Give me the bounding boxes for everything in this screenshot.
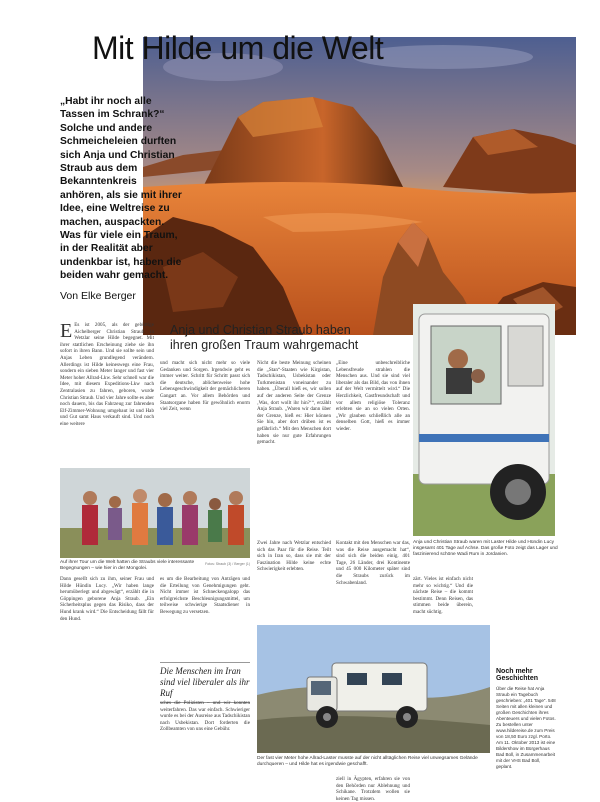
column-3c-text: ziell in Ägypten, erfahren sie von den Behörden nur Ablehnung und Schikane. Trotzdem wollen sie keinen Tag missen.: [336, 776, 410, 802]
info-box-text: Über die Reise hat Anja Straub ein Tagebuch geschrieben: „401 Tage“. 548 Seiten mit allen kleinen und großen Geschichten ihres Abenteuers und vielen Fotos. Zu bestellen unter www.hildereise.de zum Preis von 18,50 Euro zzgl. Porto. Am 11. Oktober 2013 ist eine Bildershow im Bürgerhaus Bad Boll, in Zusammenarbeit mit der VHS Bad Boll, geplant.: [496, 686, 556, 769]
text-column-2b: [160, 576, 250, 656]
truck-photo-image: [413, 304, 555, 536]
column-2b-text: es um die Bearbeitung von Anträgen und die Erteilung von Genehmigungen geht. Nicht immer ist Schneckengalopp das erfolgreichste Beschleunigungsmittel, um teilweise schwierige Staatsdiener in Bewegung zu versetzen.: [160, 576, 250, 615]
column-5b-text: zärt. Vieles ist einfach nicht mehr so wichtig.“ Und die nächste Reise – die kommt bestimmt. Denn Reisen, das stimmen beide überein, macht süchtig.: [413, 576, 473, 615]
text-column-1: [60, 322, 154, 460]
column-1b-text: Dann geselIt sich zu ihm, seiner Frau und Hilde Hündin Lucy. „Wir haben lange herumüberlegt und abgewägt“, erzählt die in Göppingen geborene Anja Straub. „Ein Sicherheitsplus gegen das Risiko, dass der Hund krank wird.“ Die Entscheidung fällt für den Hund.: [60, 576, 154, 622]
column-2-text: und macht sich nicht mehr so viele Gedanken und Sorgen. Irgendwie geht es immer weiter. Schritt für Schritt passt sich die deutsche, ablichenweise hohe Lebensgeschwindigkeit der gemächlicheren Gangart an. Vor allem Behörden und Staatsorgane haben für gewöhnlich enorm viel Zeit, wenn: [160, 360, 250, 413]
drop-cap: E: [60, 320, 73, 342]
info-box: [496, 668, 558, 796]
text-column-3c: [336, 776, 410, 802]
column-4b-text: Kontakt mit den Menschen war das, was die Reise ausgemacht hat“, sind sich die beiden einig. 401 Tage, 26 Länder, drei Kontinente und 45 000 Kilometer später sind die Straubs zurück im Schwabenland.: [336, 540, 410, 586]
text-column-3b: [257, 540, 331, 630]
article-subheadline: Anja und Christian Straub haben ihren großen Traum wahrgemacht: [170, 323, 359, 352]
camper-photo: [257, 625, 490, 753]
article-headline: Mit Hilde um die Welt: [92, 30, 384, 66]
desert-photo: [143, 37, 576, 335]
column-3-text: Nicht die beste Meinung scheinen die „Stan“-Staaten wie Kirgistan, Tadschikistan, Usbekistan oder Turkmenistan voneinander zu haben. „Überall hieß es, wir sollen auf der anderen Seite der Grenze ‚Was, dort wollt ihr hin?‘“, erzählt Anja Straub. „Waren wir dann über der Grenze, hieß es: Hier können Sie hin, aber dort drüben ist es gefährlich.“ Mit den Menschen dort haben sie nur gute Erfahrungen gemacht.: [257, 360, 331, 446]
truck-photo: [413, 304, 555, 536]
text-column-4b: [336, 540, 410, 630]
info-box-title: Noch mehr Geschichten: [496, 668, 539, 682]
camper-photo-image: [257, 625, 490, 753]
column-3b-text: Zwei Jahre nach Wetzlar entschied sich das Paar für die Reise. Teilt sich in Iran so, dass sie mit der Faszination Hilde keine echte Schwierigkeit erlebten.: [257, 540, 331, 573]
text-column-3: [257, 360, 331, 535]
desert-photo-image: [143, 37, 576, 335]
family-photo-caption: Auf ihrer Tour um die Welt hatten die Straubs viele interessante Begegnungen – wie hier in der Mongolei.: [60, 560, 195, 571]
column-1-text: Es ist 2005, als der gebürtige Aichelberger Christian Straub in Wetzlar seine Hilde begegnet. Mit ihrer stattlichen Erscheinung ziehe sie ihn sofort in ihren Bann. Und sie sollte sein und Anjas Leben grundlegend verändern. Allerdings ist Hilde keineswegs eine Frau, sondern ein sieben Meter langer und fast vier Meter hoher Allrad-Lkw. Sehr schnell war die Idee, mit diesem Expeditions-Lkw nach Zentralasien zu fahren, geboren, wurde Christian Straub. Und vier Jahre sollte es aber noch dauern, bis das Fahrzeug zur fahrenden Elf-Zimmer-Wohnung umgebaut ist und Hab und Gut samt Haus verkauft sind. Und noch eine weitere: [60, 322, 154, 427]
column-2c-text: sches die Polizisten – und wir konnten weiterfahren. Das war einfach. Schwieriger wurde es bei der Ausreise aus Tadschikistan nach Usbekistan. Dort forderten die Zollbeamten von uns eine Gebühr.: [160, 700, 250, 733]
family-photo: [60, 468, 250, 558]
family-photo-image: [60, 468, 250, 558]
camper-photo-caption: Der fast vier Meter hohe Allrad-Laster musste auf der nicht alltäglichen Reise viel unwegsames Gelände durchqueren – und Hilde hat es irgendwie geschafft.: [257, 756, 478, 767]
column-4-text: „Eine unbeschreibliche Lebensfreude strahlen die Menschen aus. Und sie sind viel liberaler als das Bild, das von ihnen auf der Welt vermittelt wird.“ Die Herzlichkeit, Gastfreundschaft und vor allem religiöse Toleranz erlebten sie an so vielen Orten. „Wir glauben schließlich alle an denselben Gott, hieß es immer wieder.: [336, 360, 410, 432]
article-teaser: „Habt ihr noch alle Tassen im Schrank?“ Solche und andere Schmeicheleien durften sich Anja und Christian Straub aus dem Bekanntenkreis anhören, als sie mit ihrer Idee, eine Weltreise zu machen, auspackten. Was für viele ein Traum, in der Realität aber undenkbar ist, haben die beiden wahr gemacht.: [60, 96, 182, 282]
photo-credit: Fotos: Straub (3) / Berger (1): [205, 562, 250, 566]
text-column-2: [160, 360, 250, 460]
pull-quote: Die Menschen im Iran sind viel liberaler als ihr Ruf: [160, 662, 250, 703]
text-column-1b: [60, 576, 154, 791]
article-author: Von Elke Berger: [60, 290, 136, 302]
text-column-2c: [160, 700, 250, 790]
truck-photo-caption: Anja und Christian Straub waren mit Laster Hilde und Hündin Lucy insgesamt 401 Tage auf Achse. Das große Foto zeigt das Lager und faszinierend schöne Wadi Rum in Jordanien.: [413, 540, 558, 557]
text-column-4: [336, 360, 410, 535]
